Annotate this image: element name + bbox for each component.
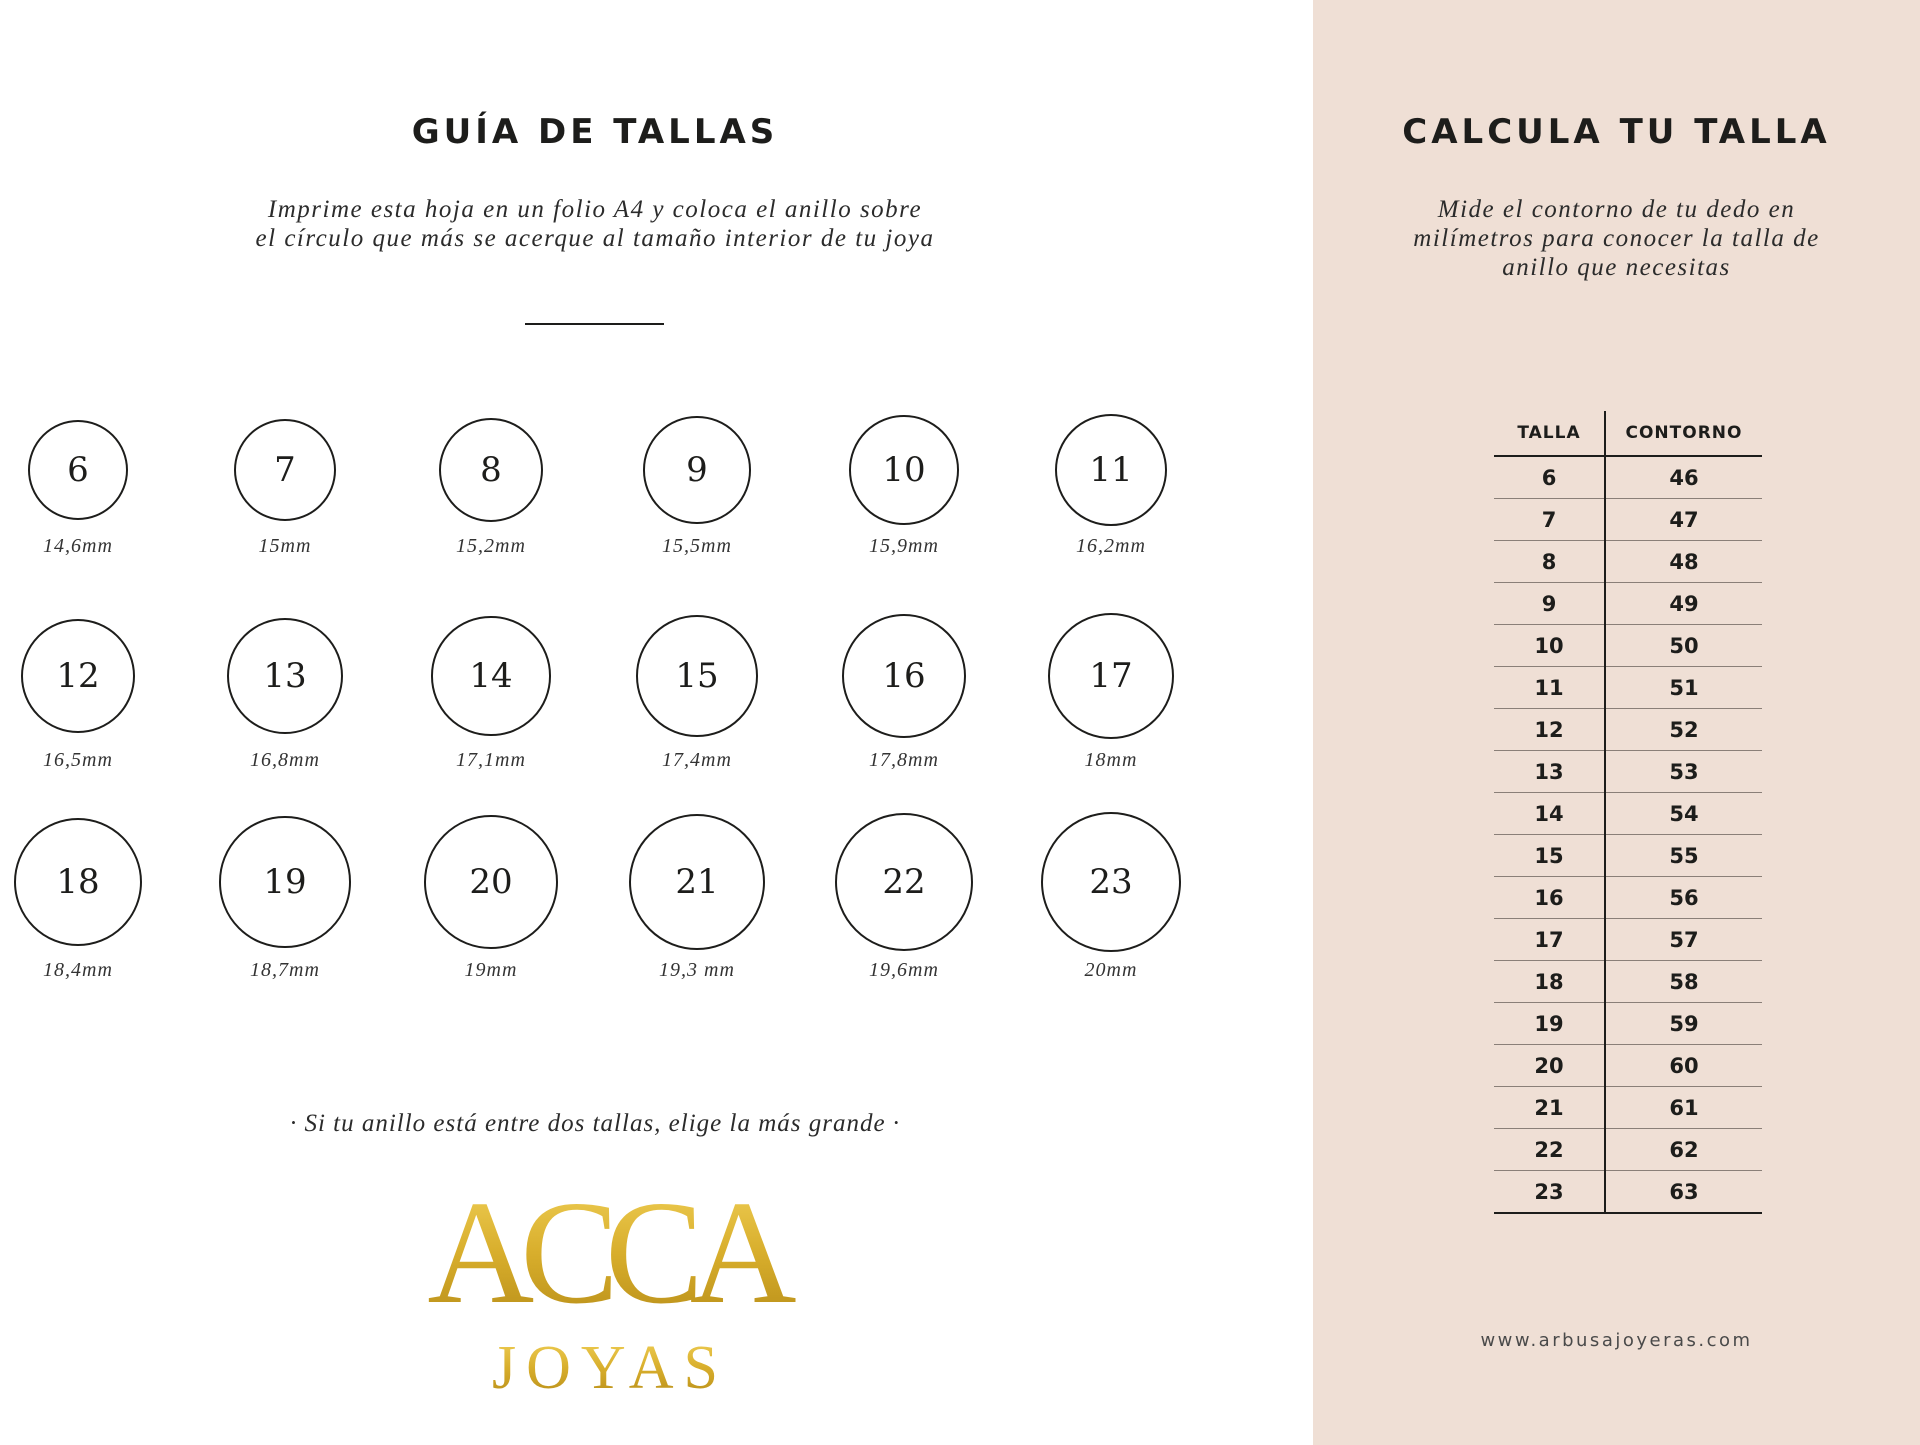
- ring-diameter-label: 16,2mm: [1076, 535, 1146, 557]
- table-row: [1494, 541, 1762, 583]
- ring-size-item: [195, 410, 375, 570]
- table-row: [1494, 625, 1762, 667]
- contorno-cell: 49: [1605, 583, 1762, 625]
- calculator-panel: [1313, 0, 1920, 1445]
- table-row: [1494, 877, 1762, 919]
- ring-diameter-label: 14,6mm: [43, 535, 113, 557]
- title-divider: [525, 323, 664, 325]
- table-row: [1494, 1003, 1762, 1045]
- table-row: [1494, 793, 1762, 835]
- contorno-cell: 62: [1605, 1129, 1762, 1171]
- ring-circle: 11: [1055, 414, 1167, 526]
- ring-size-item: [814, 822, 994, 982]
- ring-circle: 7: [234, 419, 336, 521]
- contorno-cell: 59: [1605, 1003, 1762, 1045]
- ring-circle: 10: [849, 415, 959, 525]
- contorno-cell: 60: [1605, 1045, 1762, 1087]
- logo-wordmark-top: ACCA: [427, 1180, 783, 1335]
- calc-title: CALCULA TU TALLA: [1402, 112, 1831, 152]
- ring-diameter-label: 19,3 mm: [659, 959, 735, 981]
- contorno-cell: 50: [1605, 625, 1762, 667]
- ring-size-item: [1021, 616, 1201, 776]
- ring-diameter-label: 18mm: [1084, 749, 1138, 771]
- talla-cell: 17: [1494, 919, 1605, 961]
- talla-cell: 18: [1494, 961, 1605, 1003]
- talla-cell: 21: [1494, 1087, 1605, 1129]
- talla-cell: 7: [1494, 499, 1605, 541]
- ring-circle: 17: [1048, 613, 1174, 739]
- ring-diameter-label: 18,4mm: [43, 959, 113, 981]
- contorno-cell: 55: [1605, 835, 1762, 877]
- talla-cell: 20: [1494, 1045, 1605, 1087]
- ring-size-item: [1021, 410, 1201, 570]
- logo-wordmark-bottom: JOYAS: [491, 1334, 729, 1402]
- website-url: www.arbusajoyeras.com: [1480, 1330, 1753, 1351]
- calc-instructions-line-1: Mide el contorno de tu dedo en: [1437, 196, 1796, 223]
- ring-circle: 21: [629, 814, 765, 950]
- contorno-cell: 54: [1605, 793, 1762, 835]
- ring-size-item: [0, 822, 168, 982]
- table-row: [1494, 961, 1762, 1003]
- ring-diameter-label: 15mm: [258, 535, 312, 557]
- ring-diameter-label: 15,5mm: [662, 535, 732, 557]
- table-row: [1494, 919, 1762, 961]
- contorno-cell: 61: [1605, 1087, 1762, 1129]
- talla-cell: 16: [1494, 877, 1605, 919]
- ring-diameter-label: 16,8mm: [250, 749, 320, 771]
- talla-cell: 12: [1494, 709, 1605, 751]
- guide-instructions: [195, 195, 995, 253]
- ring-circle: 9: [643, 416, 750, 523]
- ring-diameter-label: 17,4mm: [662, 749, 732, 771]
- guide-title: GUÍA DE TALLAS: [411, 112, 779, 152]
- talla-cell: 10: [1494, 625, 1605, 667]
- contorno-cell: 51: [1605, 667, 1762, 709]
- ring-diameter-label: 19mm: [464, 959, 518, 981]
- talla-cell: 8: [1494, 541, 1605, 583]
- ring-diameter-label: 19,6mm: [869, 959, 939, 981]
- contorno-cell: 58: [1605, 961, 1762, 1003]
- ring-circle: 13: [227, 618, 344, 735]
- talla-cell: 11: [1494, 667, 1605, 709]
- table-row: [1494, 667, 1762, 709]
- table-header-row: [1494, 411, 1762, 456]
- ring-size-item: [0, 410, 168, 570]
- ring-size-item: [814, 616, 994, 776]
- talla-cell: 9: [1494, 583, 1605, 625]
- contorno-cell: 46: [1605, 456, 1762, 499]
- header-contorno: CONTORNO: [1605, 411, 1762, 456]
- contorno-cell: 47: [1605, 499, 1762, 541]
- ring-size-item: [401, 616, 581, 776]
- ring-size-item: [814, 410, 994, 570]
- ring-size-item: [401, 822, 581, 982]
- ring-circle: 20: [424, 815, 558, 949]
- ring-diameter-label: 18,7mm: [250, 959, 320, 981]
- table-body: [1494, 456, 1762, 1213]
- ring-diameter-label: 20mm: [1084, 959, 1138, 981]
- talla-cell: 14: [1494, 793, 1605, 835]
- ring-circle: 8: [439, 418, 544, 523]
- size-conversion-table: [1494, 411, 1762, 1214]
- ring-circle: 19: [219, 816, 350, 947]
- ring-circle: 12: [21, 619, 135, 733]
- ring-diameter-label: 15,9mm: [869, 535, 939, 557]
- talla-cell: 15: [1494, 835, 1605, 877]
- ring-size-item: [0, 616, 168, 776]
- contorno-cell: 57: [1605, 919, 1762, 961]
- ring-size-item: [607, 410, 787, 570]
- talla-cell: 19: [1494, 1003, 1605, 1045]
- ring-circle: 6: [28, 420, 128, 520]
- talla-cell: 13: [1494, 751, 1605, 793]
- ring-diameter-label: 17,8mm: [869, 749, 939, 771]
- table-row: [1494, 499, 1762, 541]
- header-talla: TALLA: [1494, 411, 1605, 456]
- ring-size-item: [607, 822, 787, 982]
- table-row: [1494, 1171, 1762, 1214]
- ring-diameter-label: 16,5mm: [43, 749, 113, 771]
- table-row: [1494, 1045, 1762, 1087]
- calc-instructions: [1383, 195, 1850, 282]
- ring-circle: 16: [842, 614, 966, 738]
- table-row: [1494, 751, 1762, 793]
- talla-cell: 23: [1494, 1171, 1605, 1214]
- ring-size-item: [195, 616, 375, 776]
- table-row: [1494, 709, 1762, 751]
- guide-instructions-line-1: Imprime esta hoja en un folio A4 y coloca el anillo sobre: [267, 196, 923, 223]
- table-row: [1494, 1129, 1762, 1171]
- ring-diameter-label: 17,1mm: [456, 749, 526, 771]
- calc-instructions-line-3: anillo que necesitas: [1502, 254, 1731, 281]
- brand-logo: [405, 1180, 805, 1410]
- contorno-cell: 53: [1605, 751, 1762, 793]
- calc-instructions-line-2: milímetros para conocer la talla de: [1413, 225, 1820, 252]
- ring-size-item: [1021, 822, 1201, 982]
- contorno-cell: 63: [1605, 1171, 1762, 1214]
- ring-circle: 22: [835, 813, 973, 951]
- ring-size-item: [195, 822, 375, 982]
- ring-size-item: [401, 410, 581, 570]
- contorno-cell: 56: [1605, 877, 1762, 919]
- ring-circle: 18: [14, 818, 143, 947]
- ring-circle: 15: [636, 615, 758, 737]
- ring-diameter-label: 15,2mm: [456, 535, 526, 557]
- ring-size-item: [607, 616, 787, 776]
- table-row: [1494, 583, 1762, 625]
- between-sizes-note: · Si tu anillo está entre dos tallas, elige la más grande ·: [289, 1110, 901, 1137]
- ring-circle: 23: [1041, 812, 1182, 953]
- table-row: [1494, 456, 1762, 499]
- ring-circle: 14: [431, 616, 550, 735]
- talla-cell: 6: [1494, 456, 1605, 499]
- table-row: [1494, 1087, 1762, 1129]
- talla-cell: 22: [1494, 1129, 1605, 1171]
- contorno-cell: 48: [1605, 541, 1762, 583]
- guide-instructions-line-2: el círculo que más se acerque al tamaño interior de tu joya: [255, 225, 935, 252]
- contorno-cell: 52: [1605, 709, 1762, 751]
- table-row: [1494, 835, 1762, 877]
